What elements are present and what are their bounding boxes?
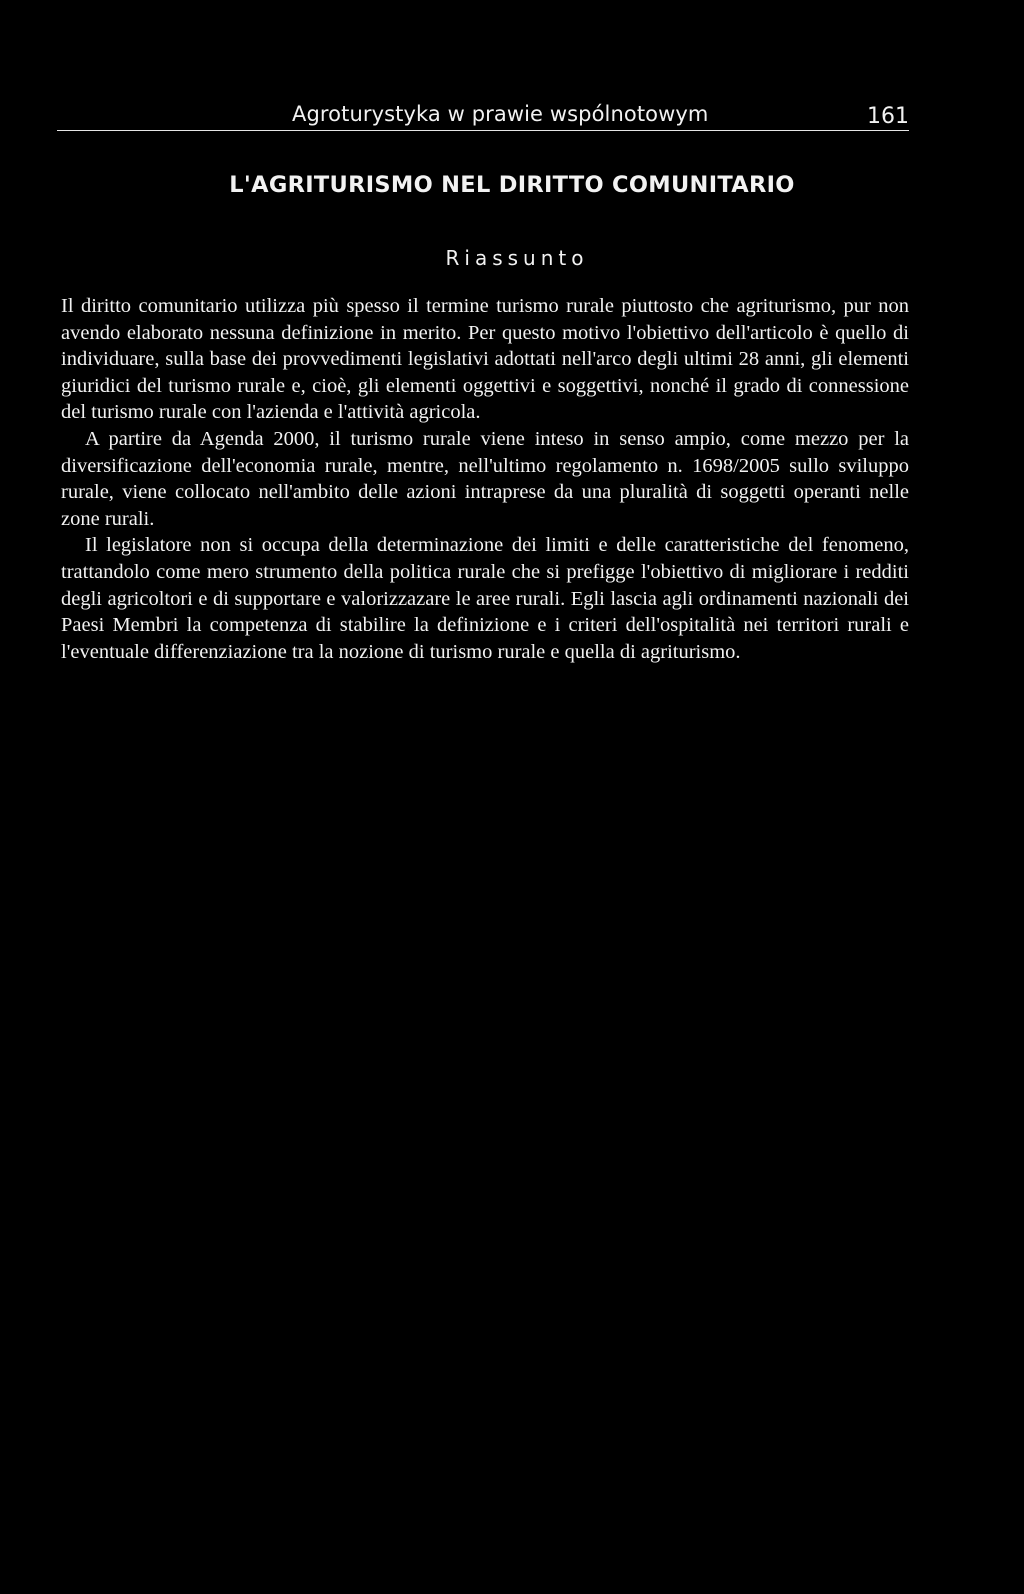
abstract-paragraph: Il legislatore non si occupa della determinazione dei limiti e delle caratteristiche del fenomeno, trattandolo come mero strumento della politica rurale che si prefigge l'obiettivo di migliorare i redditi degli agricoltori e di supportare e valorizzazare le aree rurali. Egli lascia agli ordinamenti nazionali dei Paesi Membri la competenza di stabilire la definizione e i criteri dell'ospitalità nei territori rurali e l'eventuale differenziazione tra la nozione di turismo rurale e quella di agriturismo. [61, 534, 909, 663]
abstract-heading: Riassunto [445, 246, 589, 270]
running-title: Agroturystyka w prawie wspólnotowym [292, 102, 709, 126]
abstract-body [61, 293, 909, 665]
article-title: L'AGRITURISMO NEL DIRITTO COMUNITARIO [229, 172, 795, 198]
running-header [57, 98, 909, 131]
abstract-paragraph: A partire da Agenda 2000, il turismo rurale viene inteso in senso ampio, come mezzo per la diversificazione dell'economia rurale, mentre, nell'ultimo regolamento n. 1698/2005 sullo sviluppo rurale, viene collocato nell'ambito delle azioni intraprese da una pluralità di soggetti operanti nelle zone rurali. [61, 427, 909, 530]
page-number: 161 [867, 104, 909, 129]
abstract-paragraph: Il diritto comunitario utilizza più spesso il termine turismo rurale piuttosto che agriturismo, pur non avendo elaborato nessuna definizione in merito. Per questo motivo l'obiettivo dell'articolo è quello di individuare, sulla base dei provvedimenti legislativi adottati nell'arco degli ultimi 28 anni, gli elementi giuridici del turismo rurale e, cioè, gli elementi oggettivi e soggettivi, nonché il grado di connessione del turismo rurale con l'azienda e l'attività agricola. [61, 295, 909, 424]
